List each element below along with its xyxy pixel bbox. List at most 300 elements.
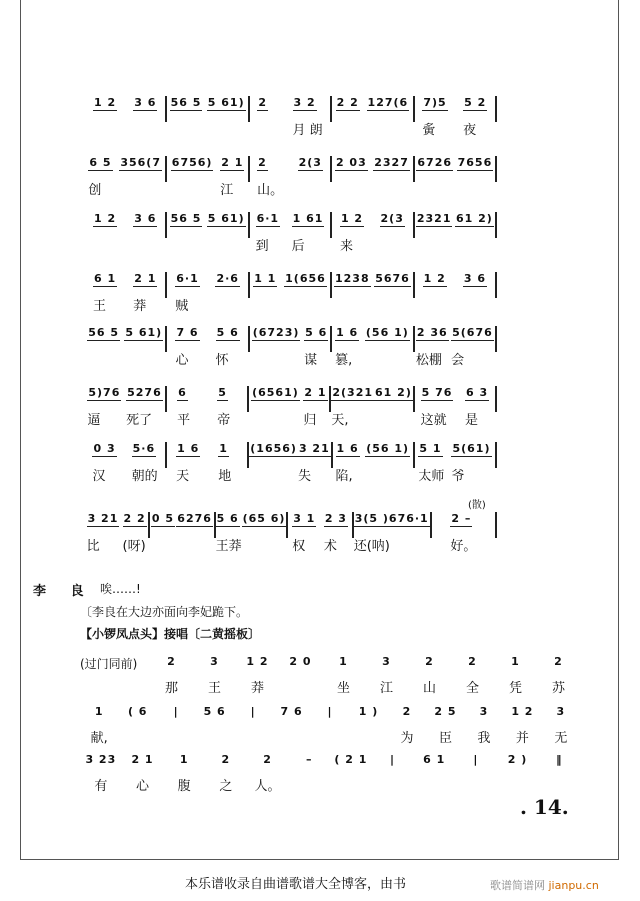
notes: 61 2) bbox=[375, 386, 412, 399]
notes: 6 bbox=[178, 386, 187, 399]
lyric: 献, bbox=[90, 731, 108, 746]
free-line-1 bbox=[150, 655, 580, 696]
lyric: 夜 bbox=[463, 123, 477, 138]
note-group bbox=[163, 753, 205, 794]
note-group bbox=[124, 326, 163, 352]
lyric: 江 bbox=[379, 681, 393, 696]
note-group bbox=[416, 156, 453, 182]
lyric: 腹 bbox=[177, 779, 191, 794]
lyric: 陷, bbox=[335, 469, 353, 484]
measure bbox=[167, 212, 249, 238]
note-group bbox=[463, 96, 487, 138]
measure bbox=[332, 326, 414, 368]
notes: 127(6 bbox=[367, 96, 409, 109]
notes: 1 2 bbox=[94, 212, 117, 225]
notes: 7 6 bbox=[280, 705, 303, 718]
note-group bbox=[465, 386, 489, 428]
notes: 5676 bbox=[375, 272, 410, 285]
note-group bbox=[119, 156, 162, 182]
notes: 0 5 bbox=[151, 512, 175, 525]
note-group bbox=[133, 272, 157, 314]
measure bbox=[167, 442, 249, 484]
note-group bbox=[336, 96, 360, 122]
notes: 2 36 bbox=[416, 326, 448, 339]
lyric: 地 bbox=[218, 469, 232, 484]
measure bbox=[167, 272, 249, 314]
note-group bbox=[335, 156, 368, 182]
note-group bbox=[388, 705, 426, 746]
notes: 3 23 bbox=[85, 753, 117, 766]
note-group bbox=[80, 753, 122, 794]
note-group bbox=[339, 212, 364, 254]
lyric: (呀) bbox=[122, 539, 146, 554]
measure bbox=[85, 272, 167, 314]
note-group bbox=[220, 156, 244, 198]
lyric: 汉 bbox=[92, 469, 106, 484]
lyric: 朝的 bbox=[131, 469, 158, 484]
notes: 2 0 bbox=[289, 655, 312, 668]
notes: 1 bbox=[339, 655, 348, 668]
lyric: 会 bbox=[451, 353, 465, 368]
note-group bbox=[195, 705, 233, 743]
note-group bbox=[92, 442, 116, 484]
lyric: 那 bbox=[164, 681, 178, 696]
measure bbox=[250, 326, 332, 368]
note-group bbox=[87, 326, 120, 352]
lyric: 逼 bbox=[87, 413, 101, 428]
lyric: 归 bbox=[303, 413, 317, 428]
measure bbox=[249, 386, 331, 428]
note-group bbox=[133, 96, 157, 122]
note-group bbox=[93, 272, 117, 314]
note-group bbox=[177, 386, 197, 428]
note-group bbox=[218, 442, 238, 484]
notes: (1656) bbox=[250, 442, 297, 455]
lyric: 失 bbox=[297, 469, 311, 484]
lyric: 天, bbox=[331, 413, 349, 428]
note-group bbox=[538, 753, 580, 791]
page-number: . 14. bbox=[520, 795, 569, 819]
lyric: 松棚 bbox=[415, 353, 442, 368]
note-group bbox=[450, 512, 477, 554]
lyric: 篡, bbox=[335, 353, 353, 368]
stage-direction: 〔李良在大边亦面向李妃跪下。 bbox=[80, 605, 249, 619]
score-system bbox=[85, 512, 497, 552]
lyric: 人。 bbox=[254, 779, 281, 794]
footer-text: 本乐谱收录自曲谱歌谱大全博客，由书 bbox=[185, 877, 407, 892]
notes: 2 1 bbox=[134, 272, 157, 285]
notes: – bbox=[305, 753, 313, 766]
notes: 2 1 bbox=[304, 386, 327, 399]
note-group bbox=[255, 212, 281, 254]
note-group bbox=[288, 753, 330, 791]
score-system bbox=[85, 442, 497, 482]
notes: 3 6 bbox=[134, 212, 157, 225]
notes: 1(656 bbox=[285, 272, 326, 285]
notes: 0 3 bbox=[93, 442, 116, 455]
lyric: 王 bbox=[207, 681, 221, 696]
note-group bbox=[131, 442, 158, 484]
notes: 2 ) bbox=[507, 753, 528, 766]
note-group bbox=[292, 512, 316, 554]
note-group bbox=[86, 512, 120, 554]
note-group bbox=[87, 386, 121, 428]
lyric: 死了 bbox=[126, 413, 153, 428]
measure bbox=[415, 272, 497, 298]
notes: 6 1 bbox=[94, 272, 117, 285]
note-group bbox=[334, 272, 371, 298]
lyric: 后 bbox=[291, 239, 305, 254]
note-group bbox=[215, 512, 242, 554]
notes: 6276 bbox=[177, 512, 212, 525]
note-group bbox=[257, 156, 284, 198]
notes: 1 1 bbox=[254, 272, 277, 285]
measure bbox=[150, 512, 215, 538]
notes: 5 6 bbox=[216, 512, 239, 525]
score-system bbox=[85, 272, 497, 312]
lyric: 是 bbox=[465, 413, 479, 428]
note-group bbox=[451, 442, 491, 484]
measure bbox=[332, 96, 414, 122]
measure bbox=[167, 326, 249, 368]
measure bbox=[85, 156, 167, 198]
note-group bbox=[335, 442, 360, 484]
lyric: 比 bbox=[86, 539, 100, 554]
lyric: 山。 bbox=[257, 183, 284, 198]
note-group bbox=[303, 386, 327, 428]
lyric: 凭 bbox=[508, 681, 522, 696]
notes: 2 bbox=[402, 705, 412, 718]
note-group bbox=[93, 212, 117, 238]
lyric: 帝 bbox=[217, 413, 231, 428]
measure bbox=[167, 96, 249, 122]
notes: 5 61) bbox=[207, 212, 245, 225]
measure bbox=[167, 156, 249, 198]
notes: 2 – bbox=[451, 512, 472, 525]
note-group bbox=[542, 705, 580, 746]
notes: 56 5 bbox=[170, 96, 202, 109]
note-group bbox=[365, 326, 410, 352]
note-group bbox=[193, 655, 236, 696]
spoken-line: 唉……! bbox=[100, 582, 141, 596]
notes: ( 6 bbox=[127, 705, 148, 718]
notes: 5 61) bbox=[125, 326, 163, 339]
note-group bbox=[451, 326, 494, 368]
notes: 3 1 bbox=[293, 512, 316, 525]
lyric: 臣 bbox=[438, 731, 452, 746]
measure bbox=[415, 212, 497, 238]
notes: 1 bbox=[179, 753, 189, 766]
measure bbox=[331, 386, 414, 428]
notes: 5·6 bbox=[132, 442, 156, 455]
note-group bbox=[494, 655, 537, 696]
notes: (56 1) bbox=[365, 326, 409, 339]
watermark-en: jianpu.cn bbox=[548, 879, 599, 892]
measure bbox=[85, 212, 167, 238]
measure bbox=[415, 96, 497, 138]
note-group bbox=[176, 442, 200, 484]
note-group bbox=[380, 212, 405, 238]
notes: 5 6 bbox=[216, 326, 239, 339]
note-group bbox=[413, 753, 455, 791]
notes: 1 2 bbox=[340, 212, 364, 225]
measure bbox=[215, 512, 289, 554]
measure bbox=[332, 156, 414, 182]
watermark bbox=[490, 877, 599, 893]
note-group bbox=[373, 156, 410, 182]
note-group bbox=[207, 212, 246, 238]
notes: 2327 bbox=[374, 156, 409, 169]
notes: 5 1 bbox=[419, 442, 442, 455]
note-group bbox=[465, 705, 503, 746]
notes: 7656 bbox=[457, 156, 493, 169]
measure bbox=[332, 272, 414, 298]
note-group bbox=[297, 442, 331, 484]
lyric: 平 bbox=[177, 413, 191, 428]
lyric: 心 bbox=[175, 353, 189, 368]
notes: 56 5 bbox=[170, 212, 202, 225]
notes: 1 2 bbox=[511, 705, 534, 718]
lyric: 夤 bbox=[422, 123, 436, 138]
notes: 5 6 bbox=[305, 326, 328, 339]
measure bbox=[353, 512, 432, 554]
note-group bbox=[171, 156, 214, 182]
notes: 1 2 bbox=[246, 655, 269, 668]
notes: 5(61) bbox=[452, 442, 491, 455]
note-group bbox=[215, 326, 240, 368]
notes: 5 2 bbox=[464, 96, 487, 109]
lyric: 还(呐) bbox=[353, 539, 390, 554]
note-group bbox=[322, 655, 365, 696]
note-group bbox=[455, 212, 494, 238]
note-group bbox=[215, 272, 240, 298]
notes: 1 6 bbox=[336, 326, 359, 339]
note-group bbox=[170, 212, 203, 238]
notes: 56 5 bbox=[88, 326, 119, 339]
notes: 3 2 bbox=[293, 96, 316, 109]
lyric: 莽 bbox=[133, 299, 147, 314]
lyric: 创 bbox=[88, 183, 102, 198]
notes: 5 76 bbox=[421, 386, 453, 399]
free-line-3 bbox=[80, 753, 580, 794]
lyric: 天 bbox=[176, 469, 190, 484]
measure bbox=[332, 212, 414, 254]
score-system bbox=[85, 386, 497, 426]
lyric: 为 bbox=[400, 731, 414, 746]
notes: (6561) bbox=[252, 386, 299, 399]
measure bbox=[167, 386, 249, 428]
notes: 2 bbox=[258, 96, 268, 109]
note-group bbox=[291, 212, 325, 254]
notes: 6 5 bbox=[89, 156, 112, 169]
notes: 2(3 bbox=[380, 212, 404, 225]
notes: 3(5 )676·1 bbox=[354, 512, 429, 525]
note-group bbox=[279, 655, 322, 693]
measure bbox=[85, 386, 167, 428]
note-group bbox=[416, 212, 453, 238]
notes: | bbox=[473, 753, 479, 766]
notes: 5(676 bbox=[452, 326, 493, 339]
notes: 5)76 bbox=[88, 386, 121, 399]
lyric: 苏 bbox=[551, 681, 565, 696]
note-group bbox=[88, 156, 112, 198]
note-group bbox=[175, 272, 200, 314]
notes: 2 5 bbox=[434, 705, 457, 718]
note-group bbox=[415, 326, 449, 368]
notes: 6726 bbox=[417, 156, 453, 169]
notes: 1238 bbox=[335, 272, 370, 285]
note-group bbox=[133, 212, 157, 238]
note-group bbox=[251, 386, 300, 412]
note-group bbox=[242, 512, 287, 538]
note-group bbox=[236, 655, 279, 696]
note-group bbox=[150, 655, 193, 696]
note-group bbox=[365, 442, 410, 468]
notes: 1 bbox=[511, 655, 520, 668]
lyric: 术 bbox=[323, 539, 337, 554]
measure bbox=[250, 156, 332, 198]
free-line-2 bbox=[80, 705, 580, 746]
notes: 2 1 bbox=[131, 753, 154, 766]
note-group bbox=[372, 753, 414, 791]
note-group bbox=[157, 705, 195, 743]
note-group bbox=[457, 156, 494, 182]
measure bbox=[288, 512, 353, 554]
notes: 2(321 bbox=[332, 386, 374, 399]
measure bbox=[85, 442, 167, 484]
note-group bbox=[151, 512, 175, 538]
note-group bbox=[353, 512, 430, 554]
note-group bbox=[249, 442, 298, 468]
note-group bbox=[170, 96, 203, 122]
notes: 2 bbox=[468, 655, 477, 668]
note-group bbox=[118, 705, 156, 743]
notes: 2 bbox=[221, 753, 231, 766]
measure bbox=[415, 442, 497, 484]
notes: ‖ bbox=[555, 753, 563, 766]
note-group bbox=[422, 96, 447, 138]
note-group bbox=[217, 386, 237, 428]
notes: 2 2 bbox=[336, 96, 359, 109]
note-group bbox=[367, 96, 410, 122]
note-group bbox=[451, 655, 494, 696]
note-group bbox=[408, 655, 451, 696]
notes: 3 bbox=[556, 705, 566, 718]
notes: 5 bbox=[218, 386, 227, 399]
measure bbox=[415, 156, 497, 182]
lyric: 太师 bbox=[418, 469, 445, 484]
notes: 3 bbox=[210, 655, 219, 668]
score-system bbox=[85, 326, 497, 366]
note-group bbox=[503, 705, 541, 746]
note-group bbox=[284, 272, 327, 298]
lyric: 这就 bbox=[420, 413, 447, 428]
score-system bbox=[85, 156, 497, 196]
line1-prefix: (过门同前) bbox=[80, 657, 138, 671]
notes: 6·1 bbox=[176, 272, 199, 285]
lyric: 有 bbox=[94, 779, 108, 794]
notes: 61 2) bbox=[455, 212, 493, 225]
note-group bbox=[335, 326, 359, 368]
notes: 7)5 bbox=[423, 96, 447, 109]
notes: 1 6 bbox=[177, 442, 200, 455]
lyric: 贼 bbox=[175, 299, 189, 314]
note-group bbox=[418, 442, 445, 484]
lyric: 山 bbox=[422, 681, 436, 696]
note-group bbox=[463, 272, 487, 298]
lyric: 江 bbox=[220, 183, 234, 198]
notes: 3 bbox=[479, 705, 489, 718]
notes: | bbox=[327, 705, 333, 718]
lyric: 月 朗 bbox=[292, 123, 323, 138]
notes: 5276 bbox=[127, 386, 162, 399]
score-system bbox=[85, 212, 497, 252]
lyric: 心 bbox=[136, 779, 150, 794]
lyric: 我 bbox=[477, 731, 491, 746]
notes: 7 6 bbox=[176, 326, 199, 339]
note-group bbox=[323, 512, 348, 554]
lyric: 到 bbox=[255, 239, 269, 254]
notes: 356(7 bbox=[120, 156, 161, 169]
role-name: 李 良 bbox=[33, 584, 94, 599]
lyric: 爷 bbox=[451, 469, 465, 484]
measure bbox=[249, 442, 332, 484]
note-group bbox=[455, 753, 497, 791]
notes: 2 bbox=[425, 655, 434, 668]
notes: 2 bbox=[263, 753, 272, 766]
notes: 6 3 bbox=[466, 386, 489, 399]
lyric: 怀 bbox=[215, 353, 229, 368]
note-group bbox=[126, 386, 163, 428]
notes: 2321 bbox=[416, 212, 452, 225]
measure bbox=[415, 386, 497, 428]
notes: 2 1 bbox=[221, 156, 244, 169]
note-group bbox=[252, 326, 301, 352]
notes: 2 bbox=[167, 655, 176, 668]
measure bbox=[250, 212, 332, 254]
notes: 3 6 bbox=[134, 96, 157, 109]
measure bbox=[250, 96, 332, 138]
lyric: 来 bbox=[339, 239, 353, 254]
note-group bbox=[234, 705, 272, 743]
measure bbox=[85, 96, 167, 122]
note-group bbox=[304, 326, 328, 368]
note-group bbox=[93, 96, 117, 122]
note-group bbox=[175, 326, 199, 368]
notes: 6·1 bbox=[256, 212, 280, 225]
lyric: 谋 bbox=[304, 353, 318, 368]
notes: 2(3 bbox=[298, 156, 322, 169]
notes: | bbox=[250, 705, 256, 718]
tempo-mark: (散) bbox=[468, 500, 486, 511]
note-group bbox=[331, 386, 374, 428]
notes: 2 2 bbox=[123, 512, 146, 525]
note-group bbox=[365, 655, 408, 696]
measure bbox=[333, 442, 415, 484]
notes: 1 61 bbox=[292, 212, 324, 225]
note-group bbox=[253, 272, 277, 298]
note-group bbox=[330, 753, 372, 791]
note-group bbox=[122, 512, 147, 554]
notes: | bbox=[173, 705, 179, 718]
notes: 2 bbox=[258, 156, 267, 169]
notes: 6 1 bbox=[423, 753, 446, 766]
note-group bbox=[207, 96, 246, 122]
notes: 2 3 bbox=[324, 512, 347, 525]
measure bbox=[85, 512, 150, 554]
note-group bbox=[420, 386, 454, 428]
notes: 3 21 bbox=[87, 512, 119, 525]
